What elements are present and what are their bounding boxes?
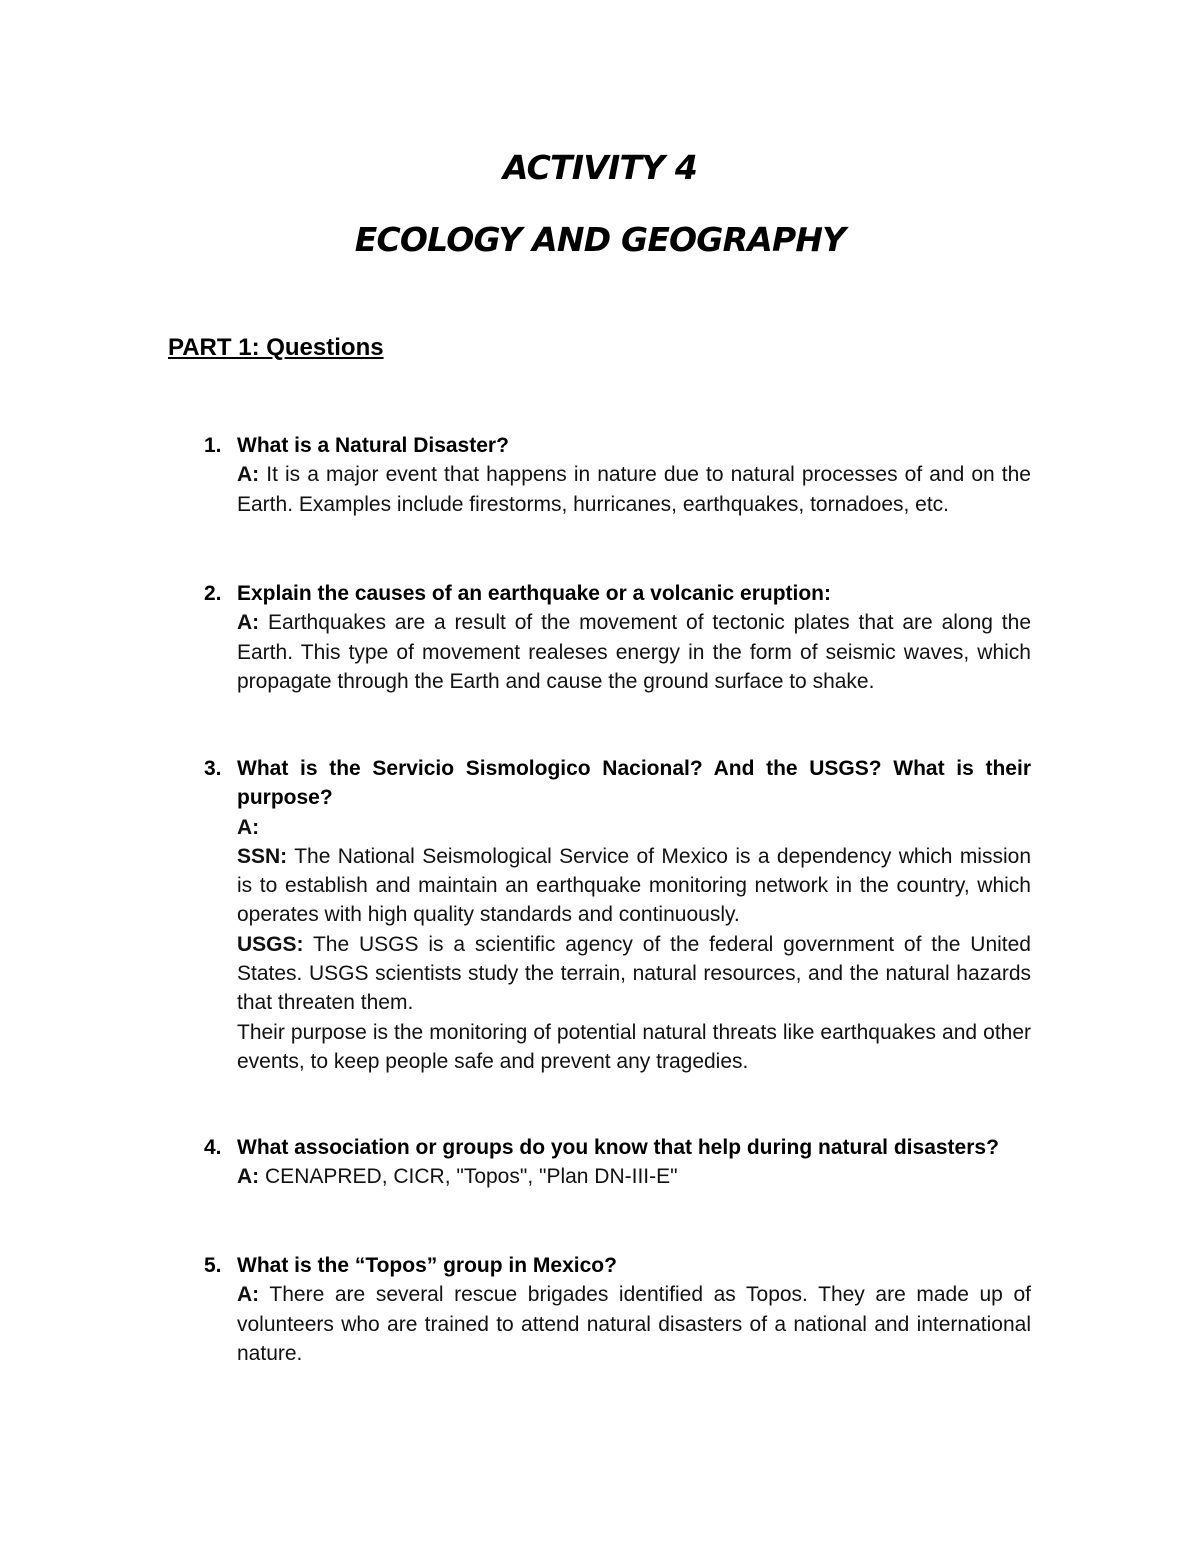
question-number: 1.	[204, 434, 222, 457]
answer-label: A:	[237, 611, 260, 635]
answer-text	[237, 1280, 1031, 1368]
answer-text	[237, 460, 1031, 519]
question-item	[204, 1133, 1031, 1192]
ssn-label: SSN:	[237, 844, 288, 868]
answer-body: There are several rescue brigades identified as Topos. They are made up of volunteers who are trained to attend natural disasters of a national and international nature.	[237, 1283, 1031, 1365]
question-item	[204, 754, 1031, 1076]
answer-text	[237, 1162, 1031, 1191]
question-item	[204, 431, 1031, 519]
document-title: ACTIVITY 4	[502, 148, 698, 187]
question-text: What is the Servicio Sismologico Nacional? And the USGS? What is their purpose?	[237, 757, 1031, 810]
ssn-answer	[237, 842, 1031, 930]
document-subtitle: ECOLOGY AND GEOGRAPHY	[354, 220, 846, 259]
part-heading: PART 1: Questions	[168, 334, 384, 361]
question-item	[204, 1251, 1031, 1368]
usgs-answer	[237, 930, 1031, 1018]
question-text: Explain the causes of an earthquake or a volcanic eruption:	[237, 582, 831, 605]
question-number: 3.	[204, 757, 222, 780]
answer-label: A:	[237, 1283, 260, 1307]
usgs-text: The USGS is a scientific agency of the federal government of the United States. USGS scientists study the terrain, natural resources, and the natural hazards that threaten them.	[237, 932, 1031, 1015]
question-text: What is the “Topos” group in Mexico?	[237, 1254, 617, 1277]
question-number: 2.	[204, 582, 222, 605]
answer-label: A:	[237, 1165, 260, 1189]
answer-body: It is a major event that happens in nature due to natural processes of and on the Earth. Examples include firestorms, hurricanes, earthquakes, tornadoes, etc.	[237, 463, 1031, 516]
ssn-text: The National Seismological Service of Mexico is a dependency which mission is to establish and maintain an earthquake monitoring network in the country, which operates with high quality standards and continuously.	[237, 844, 1031, 927]
question-number: 5.	[204, 1254, 222, 1277]
answer-label: A:	[237, 815, 260, 839]
question-item	[204, 579, 1031, 696]
answer-label-line	[237, 813, 1031, 842]
question-text: What is a Natural Disaster?	[237, 434, 509, 457]
question-number: 4.	[204, 1136, 222, 1159]
question-text: What association or groups do you know that help during natural disasters?	[237, 1136, 999, 1159]
usgs-label: USGS:	[237, 932, 304, 956]
answer-label: A:	[237, 463, 260, 487]
answer-body: CENAPRED, CICR, "Topos", "Plan DN-III-E"	[265, 1165, 678, 1189]
answer-body: Earthquakes are a result of the movement of tectonic plates that are along the Earth. This type of movement realeses energy in the form of seismic waves, which propagate through the Earth and cause the ground surface to shake.	[237, 611, 1031, 693]
purpose-text: Their purpose is the monitoring of potential natural threats like earthquakes and other events, to keep people safe and prevent any tragedies.	[237, 1020, 1031, 1073]
answer-text	[237, 608, 1031, 696]
